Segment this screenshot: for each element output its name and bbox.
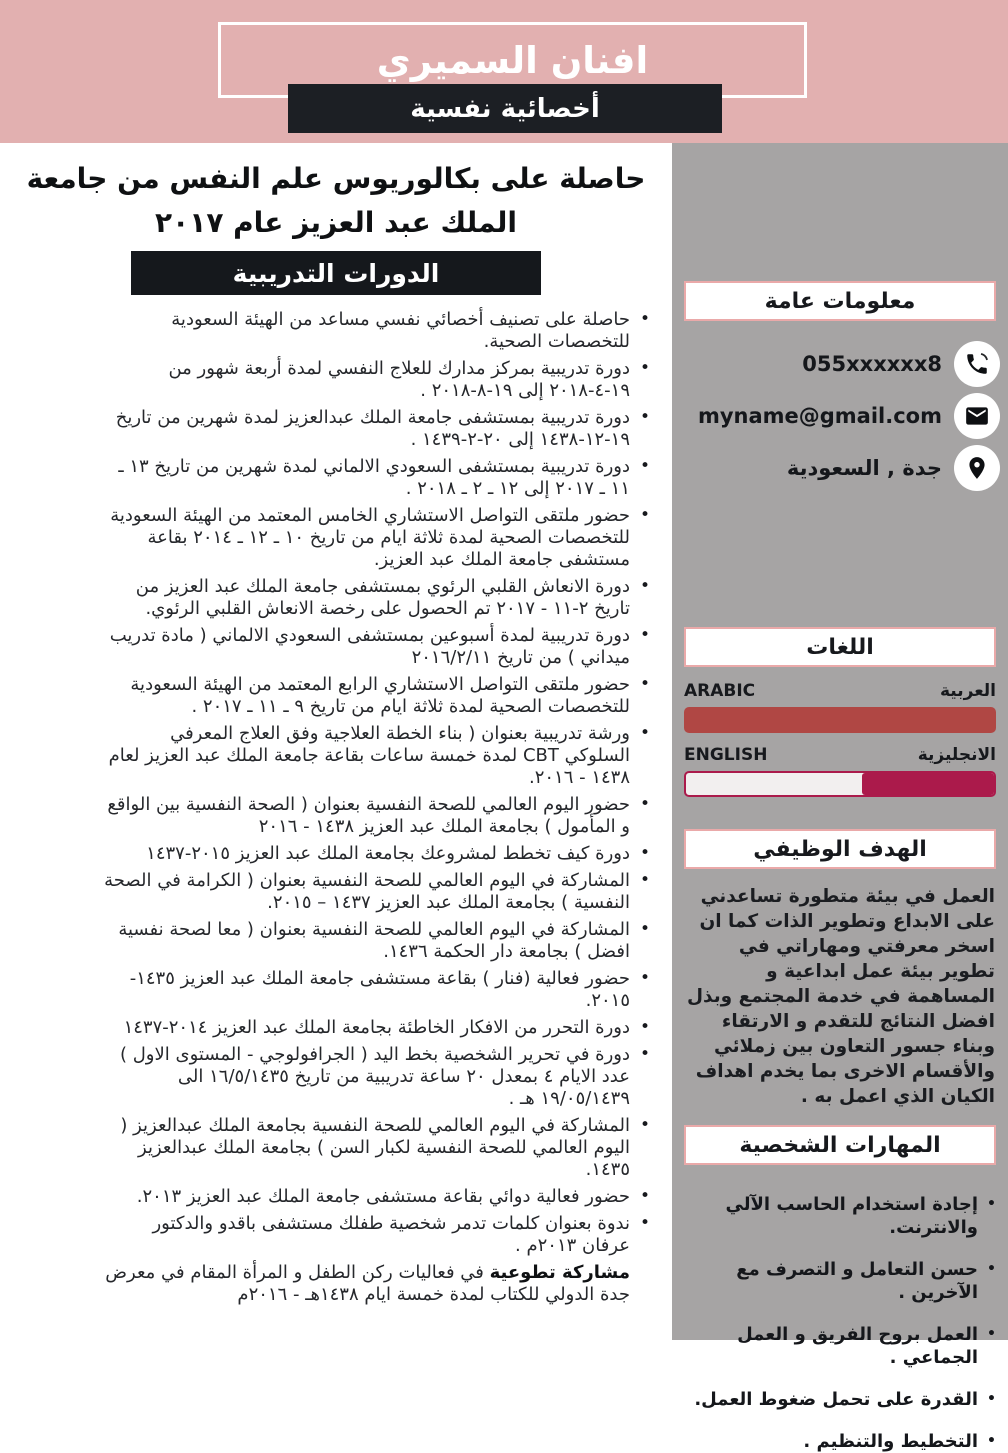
job-title-badge [288,84,722,133]
skill-item: • التخطيط والتنظيم . [682,1430,998,1453]
course-item: • دورة في تحرير الشخصية بخط اليد ( الجرافولوجي - المستوى الاول ) عدد الايام ٤ بمعدل ٢٠ ساعة تدريبية من تاريخ ١٦/٥/١٤٣٥ الى ١٩/٠٥/١٤٣٩ هـ . [104,1044,652,1110]
general-info-title: معلومات عامة [764,288,916,314]
arabic-labels [684,681,996,701]
volunteer-lead: مشاركة تطوعية [489,1262,630,1283]
arabic-label-ar: العربية [939,681,996,701]
phone-row [672,341,1000,387]
location-pin-icon [954,445,1000,491]
contact-list [672,341,1008,491]
main-column [0,143,672,1344]
courses-list [0,309,672,1257]
skill-item: • حسن التعامل و التصرف مع الآخرين . [682,1258,998,1304]
skills-list [682,1193,998,1453]
course-item: • دورة التحرر من الافكار الخاطئة بجامعة الملك عبد العزيز ٢٠١٤-١٤٣٧ [104,1017,652,1039]
course-item: • دورة تدريبية بمركز مدارك للعلاج النفسي لمدة أربعة شهور من ١٩-٤-٢٠١٨ إلى ١٩-٨-٢٠١٨ . [104,358,652,402]
english-level-bar [684,771,996,797]
course-item: • ندوة بعنوان كلمات تدمر شخصية طفلك مستشفى باقدو والدكتور عرفان ٢٠١٣م . [104,1213,652,1257]
course-item: • المشاركة في اليوم العالمي للصحة النفسية بعنوان ( الكرامة في الصحة النفسية ) بجامعة الملك عبد العزيز ١٤٣٧ – ٢٠١٥. [104,870,652,914]
skill-item: • العمل بروح الفريق و العمل الجماعي . [682,1323,998,1369]
phone-icon [954,341,1000,387]
email-value[interactable]: myname@gmail.com [697,404,942,428]
email-icon [954,393,1000,439]
general-info-header [684,281,996,321]
course-item: • دورة تدريبية بمستشفى جامعة الملك عبدالعزيز لمدة شهرين من تاريخ ١٩-١٢-١٤٣٨ إلى ٢٠-٢-١٤٣٩ . [104,407,652,451]
course-item: • حضور ملتقى التواصل الاستشاري الرابع المعتمد من الهيئة السعودية للتخصصات الصحية لمدة ثلاثة ايام من تاريخ ٩ ـ ١١ ـ ٢٠١٧ . [104,674,652,718]
course-item: • حضور فعالية دوائي بقاعة مستشفى جامعة الملك عبد العزيز ٢٠١٣. [104,1186,652,1208]
courses-section-header [131,251,541,295]
objective-title: الهدف الوظيفي [753,836,927,862]
course-item: • دورة تدريبية لمدة أسبوعين بمستشفى السعودي الالماني ( مادة تدريب ميداني ) من تاريخ ٢٠١٦/٢/١١ [104,625,652,669]
arabic-level-bar [684,707,996,733]
course-item: • دورة كيف تخطط لمشروعك بجامعة الملك عبد العزيز ٢٠١٥-١٤٣٧ [104,843,652,865]
english-labels [684,745,996,765]
sidebar [672,143,1008,1452]
english-label-ar: الانجليزية [917,745,996,765]
education-statement: حاصلة على بكالوريوس علم النفس من جامعة الملك عبد العزيز عام ٢٠١٧ [26,162,646,239]
location-row [672,445,1000,491]
objective-text: العمل في بيئة متطورة تساعدني على الابداع وتطوير الذات كما ان اسخر معرفتي ومهاراتي في تطوير بيئة عمل ابداعية و المساهمة في خدمة المجتمع وبذل افضل النتائج للتقدم و الارتقاء وبناء جسور التعاون بين زملائي والأقسام الاخرى بما يخدم اهداف الكيان الذي اعمل به . [687,886,995,1107]
location-value: جدة , السعودية [786,456,942,480]
job-title: أخصائية نفسية [410,93,600,124]
course-item: • دورة تدريبية بمستشفى السعودي الالماني لمدة شهرين من تاريخ ١٣ ـ ١١ ـ ٢٠١٧ إلى ١٢ ـ ٢ ـ ٢٠١٨ . [104,456,652,500]
skills-title: المهارات الشخصية [739,1132,941,1158]
course-item: • حضور فعالية (فنار ) بقاعة مستشفى جامعة الملك عبد العزيز ١٤٣٥- ٢٠١٥. [104,968,652,1012]
course-item: • دورة الانعاش القلبي الرئوي بمستشفى جامعة الملك عبد العزيز من تاريخ ٢-١١ - ٢٠١٧ تم الحصول على رخصة الانعاش القلبي الرئوي. [104,576,652,620]
languages-block [672,681,1008,797]
header-banner [0,0,1008,143]
languages-title: اللغات [806,634,874,660]
volunteer-text: في فعاليات ركن الطفل و المرأة المقام في معرض جدة الدولي للكتاب لمدة خمسة ايام ١٤٣٨هـ - ٢٠١٦م [105,1262,630,1305]
course-item: • المشاركة في اليوم العالمي للصحة النفسية بعنوان ( معا لصحة نفسية افضل ) بجامعة دار الحكمة ١٤٣٦. [104,919,652,963]
phone-value[interactable]: 055xxxxxx8 [802,352,942,376]
course-item: • حضور ملتقى التواصل الاستشاري الخامس المعتمد من الهيئة السعودية للتخصصات الصحية لمدة ثلاثة ايام من تاريخ ١٠ ـ ١٢ ـ ٢٠١٤ بقاعة مستشفى جامعة الملك عبد العزيز. [104,505,652,571]
courses-section-title: الدورات التدريبية [232,258,440,288]
skill-item: • القدرة على تحمل ضغوط العمل. [682,1388,998,1411]
course-item: • ورشة تدريبية بعنوان ( بناء الخطة العلاجية وفق العلاج المعرفي السلوكي CBT لمدة خمسة ساعات بقاعة جامعة الملك عبد العزيز لعام ١٤٣٨ - ٢٠١٦. [104,723,652,789]
volunteer-note [0,1262,672,1306]
objective-header [684,829,996,869]
person-name: افنان السميري [376,38,649,82]
course-item: • المشاركة في اليوم العالمي للصحة النفسية بجامعة الملك عبدالعزيز ( اليوم العالمي للصحة النفسية لكبار السن ) بجامعة الملك عبدالعزيز ١٤٣٥. [104,1115,652,1181]
course-item: • حاصلة على تصنيف أخصائي نفسي مساعد من الهيئة السعودية للتخصصات الصحية. [104,309,652,353]
languages-header [684,627,996,667]
skill-item: • إجادة استخدام الحاسب الآلي والانترنت. [682,1193,998,1239]
skills-header [684,1125,996,1165]
arabic-label-en: ARABIC [684,681,756,701]
english-level-fill [862,773,994,795]
english-label-en: ENGLISH [684,745,768,765]
course-item: • حضور اليوم العالمي للصحة النفسية بعنوان ( الصحة النفسية بين الواقع و المأمول ) بجامعة الملك عبد العزيز ١٤٣٨ - ٢٠١٦ [104,794,652,838]
email-row [672,393,1000,439]
